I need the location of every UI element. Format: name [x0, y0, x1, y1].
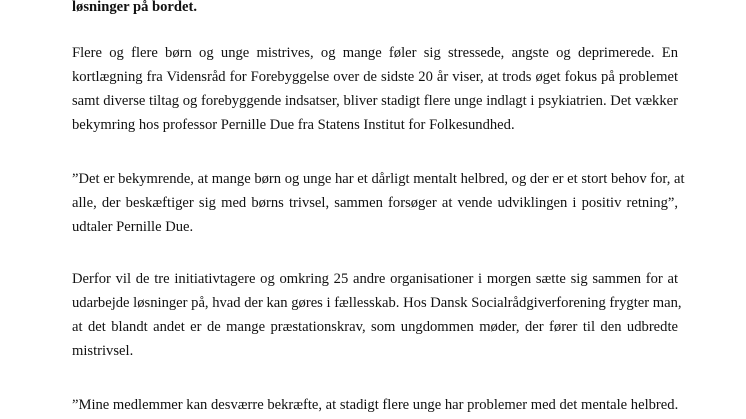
paragraph-3	[72, 267, 682, 363]
paragraph-1-line-3: samt diverse tiltag og forebyggende indsatser, bliver stadigt flere unge indlagt i psykiatrien. Det vækker	[72, 93, 678, 109]
paragraph-1	[72, 41, 678, 137]
paragraph-2-line-3: udtaler Pernille Due.	[72, 219, 194, 235]
paragraph-3-line-1: Derfor vil de tre initiativtagere og omkring 25 andre organisationer i morgen sætte sig sammen for at	[72, 271, 678, 287]
intro-fragment: løsninger på bordet.	[72, 0, 198, 15]
paragraph-2	[72, 167, 685, 239]
paragraph-1-line-1: Flere og flere børn og unge mistrives, og mange føler sig stressede, angste og deprimerede. En	[72, 45, 678, 61]
paragraph-1-line-4: bekymring hos professor Pernille Due fra Statens Institut for Folkesundhed.	[72, 117, 515, 133]
paragraph-3-line-3: at det blandt andet er de mange præstationskrav, som ungdommen møder, der fører til den udbredte	[72, 319, 678, 335]
paragraph-2-line-2: alle, der beskæftiger sig med børns trivsel, sammen forsøger at vende udviklingen i positiv retning”,	[72, 195, 678, 211]
paragraph-4	[72, 393, 678, 417]
paragraph-3-line-2: udarbejde løsninger på, hvad der kan gøres i fællesskab. Hos Dansk Socialrådgiverforening frygter man,	[72, 295, 682, 311]
paragraph-1-line-2: kortlægning fra Vidensråd for Forebyggelse over de sidste 20 år viser, at trods øget fokus på problemet	[72, 69, 678, 85]
paragraph-2-line-1: ”Det er bekymrende, at mange børn og unge har et dårligt mentalt helbred, og der er et stort behov for, at	[72, 171, 685, 187]
paragraph-3-line-4: mistrivsel.	[72, 343, 134, 359]
paragraph-4-line-1: ”Mine medlemmer kan desværre bekræfte, at stadigt flere unge har problemer med det mentale helbred.	[72, 397, 679, 413]
